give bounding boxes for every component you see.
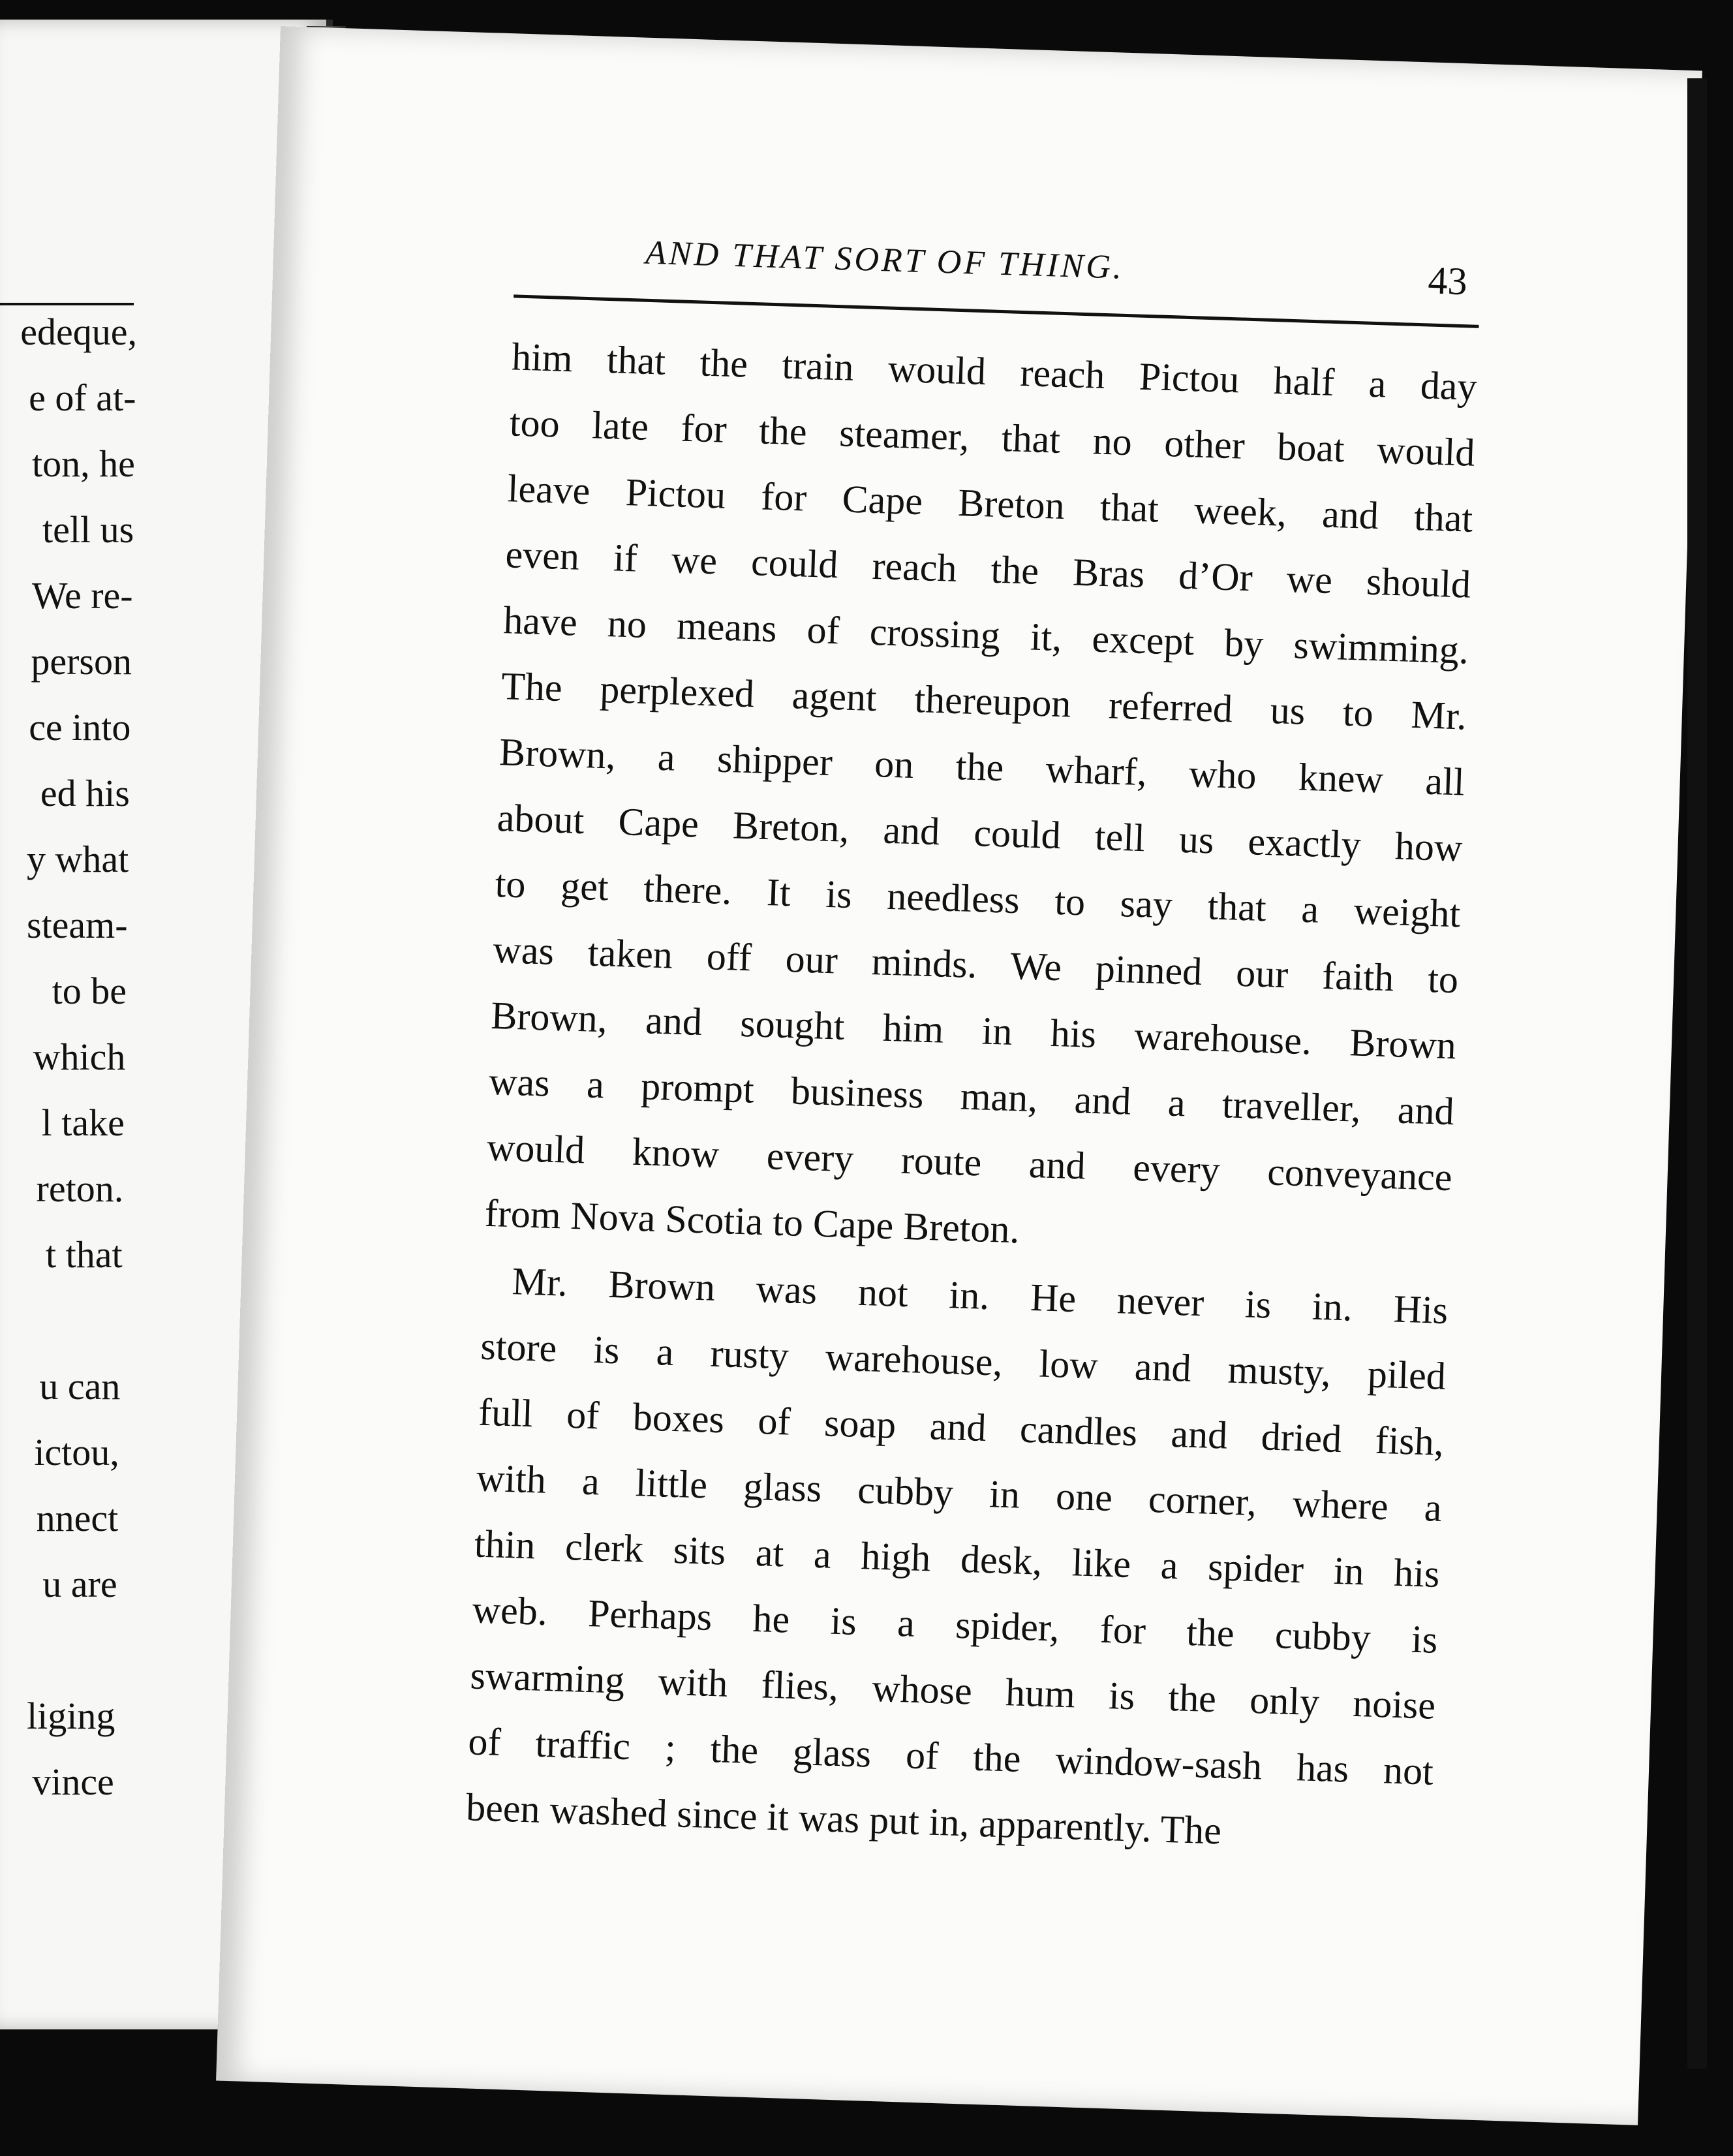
text-line: about Cape Breton, and could tell us exactly how: [497, 796, 1464, 870]
text-line: Mr. Brown was not in. He never is in. His: [511, 1259, 1449, 1332]
text-line: store is a rusty warehouse, low and musty, piled: [480, 1324, 1447, 1398]
text-line: with a little glass cubby in one corner, where a: [476, 1456, 1443, 1530]
header-rule: [514, 294, 1479, 328]
left-page-line: l take: [41, 1101, 125, 1144]
left-page-line: person: [31, 640, 132, 683]
text-line: from Nova Scotia to Cape Breton.: [483, 1191, 1020, 1252]
left-page-line: to be: [52, 970, 127, 1012]
text-line: Brown, a shipper on the wharf, who knew all: [498, 730, 1465, 804]
text-line: Brown, and sought him in his warehouse. Brown: [490, 993, 1457, 1068]
left-page-line: y what: [26, 838, 129, 880]
text-line: was taken off our minds. We pinned our faith to: [492, 927, 1460, 1002]
page-edge: [1687, 78, 1707, 2069]
text-line: too late for the steamer, that no other boat would: [509, 401, 1476, 474]
text-line: to get there. It is needless to say that a weight: [494, 861, 1462, 936]
left-page-line: tell us: [42, 508, 134, 551]
text-line: him that the train would reach Pictou half a day: [511, 335, 1478, 408]
left-page-line: steam-: [27, 904, 128, 946]
left-page-rule: [0, 303, 134, 305]
page-number: 43: [1427, 258, 1468, 303]
text-line: of traffic ; the glass of the window-sash has not: [467, 1719, 1434, 1793]
left-page-line: which: [33, 1036, 126, 1078]
left-page-line: e of at-: [29, 377, 136, 419]
left-page-line: edeque,: [20, 311, 137, 353]
text-line: swarming with flies, whose hum is the only noise: [469, 1654, 1437, 1727]
text-line: thin clerk sits at a high desk, like a spider in his: [474, 1522, 1441, 1595]
left-page-line: vince: [32, 1761, 114, 1803]
text-line: been washed since it was put in, apparently. The: [465, 1785, 1222, 1853]
text-line: would know every route and every conveyance: [486, 1125, 1453, 1199]
left-page-line: ton, he: [31, 442, 135, 485]
text-line: full of boxes of soap and candles and dried fish,: [478, 1390, 1445, 1464]
body-text: [465, 324, 1478, 1870]
paragraph: [483, 324, 1478, 1276]
left-page-line: We re-: [31, 574, 133, 617]
text-line: web. Perhaps he is a spider, for the cubby is: [471, 1588, 1439, 1661]
running-head: AND THAT SORT OF THING.: [645, 234, 1125, 286]
text-line: even if we could reach the Bras d’Or we should: [504, 532, 1472, 606]
left-page-line: reton.: [36, 1167, 124, 1210]
paragraph: [465, 1248, 1449, 1871]
left-page-line: nnect: [36, 1497, 119, 1539]
left-page-line: liging: [27, 1695, 115, 1737]
text-line: leave Pictou for Cape Breton that week, and that: [506, 467, 1474, 540]
left-page-line: u are: [42, 1563, 117, 1605]
text-line: The perplexed agent thereupon referred us to Mr.: [500, 664, 1467, 738]
left-page-line: ce into: [29, 706, 131, 748]
text-line: have no means of crossing it, except by swimming.: [502, 598, 1469, 672]
text-line: was a prompt business man, and a traveller, and: [488, 1059, 1455, 1133]
left-page-line: u can: [39, 1365, 121, 1408]
left-page-line: ictou,: [34, 1431, 119, 1473]
left-page-line: t that: [46, 1233, 123, 1276]
right-page: [216, 26, 1702, 2125]
left-page-line: ed his: [40, 772, 130, 814]
